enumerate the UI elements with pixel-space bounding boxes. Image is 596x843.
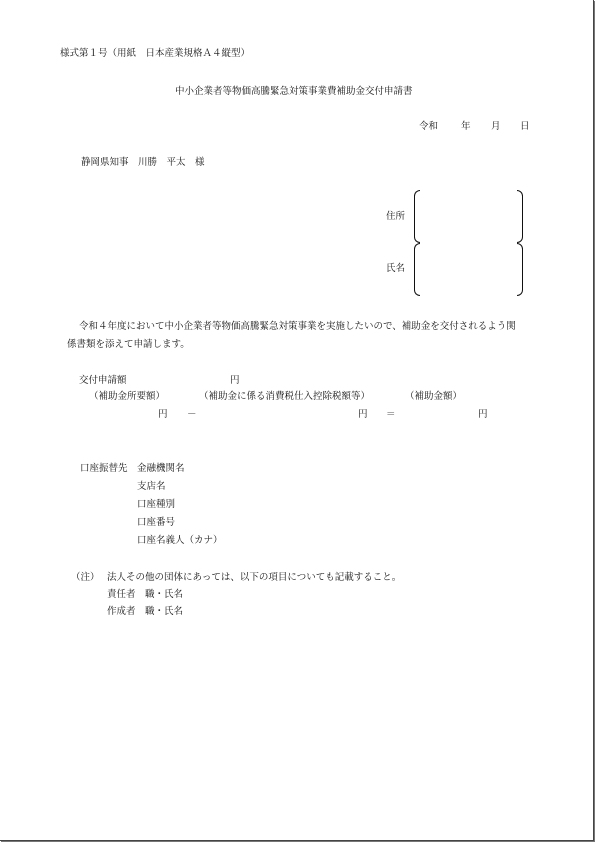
required-amount-unit: 円 xyxy=(158,409,168,420)
date-era: 令和 xyxy=(419,121,439,132)
addressee: 静岡県知事 川勝 平太 様 xyxy=(81,157,205,168)
date-year-unit: 年 xyxy=(461,121,471,132)
note-prefix: （注） xyxy=(71,572,100,583)
note-item-responsible: 責任者 職・氏名 xyxy=(107,589,184,600)
date-month-unit: 月 xyxy=(491,121,501,132)
grant-amount-label: （補助金額） xyxy=(405,391,463,402)
name-bracket-left xyxy=(414,243,420,296)
document-title: 中小企業者等物価高騰緊急対策事業費補助金交付申請書 xyxy=(175,86,413,97)
request-amount-unit: 円 xyxy=(230,375,240,386)
minus-sign: － xyxy=(187,409,197,420)
note-item-preparer: 作成者 職・氏名 xyxy=(107,606,184,617)
bank-field-account-number: 口座番号 xyxy=(137,517,176,528)
bank-field-institution: 金融機関名 xyxy=(137,463,185,474)
body-line-1: 令和４年度において中小企業者等物価高騰緊急対策事業を実施したいので、補助金を交付されるよう関 xyxy=(79,321,516,332)
bank-account-title: 口座振替先 xyxy=(80,463,128,474)
tax-deduction-unit: 円 xyxy=(358,409,368,420)
name-label: 氏名 xyxy=(386,263,406,274)
required-amount-label: （補助金所要額） xyxy=(89,391,166,402)
equals-sign: ＝ xyxy=(386,409,396,420)
address-bracket-right xyxy=(517,190,523,243)
address-bracket-left xyxy=(414,190,420,243)
bank-field-account-type: 口座種別 xyxy=(137,499,176,510)
grant-amount-unit: 円 xyxy=(478,409,488,420)
address-label: 住所 xyxy=(386,211,406,222)
name-bracket-right xyxy=(517,243,523,296)
bank-field-account-holder: 口座名義人（カナ） xyxy=(137,535,223,546)
bank-field-branch: 支店名 xyxy=(137,481,166,492)
body-line-2: 係書類を添えて申請します。 xyxy=(67,339,190,350)
tax-deduction-label: （補助金に係る消費税仕入控除税額等） xyxy=(199,391,371,402)
date-day-unit: 日 xyxy=(520,121,530,132)
form-header: 様式第１号（用紙 日本産業規格Ａ４縦型） xyxy=(60,48,251,59)
request-amount-label: 交付申請額 xyxy=(79,375,127,386)
note-text: 法人その他の団体にあっては、以下の項目についても記載すること。 xyxy=(107,572,402,583)
